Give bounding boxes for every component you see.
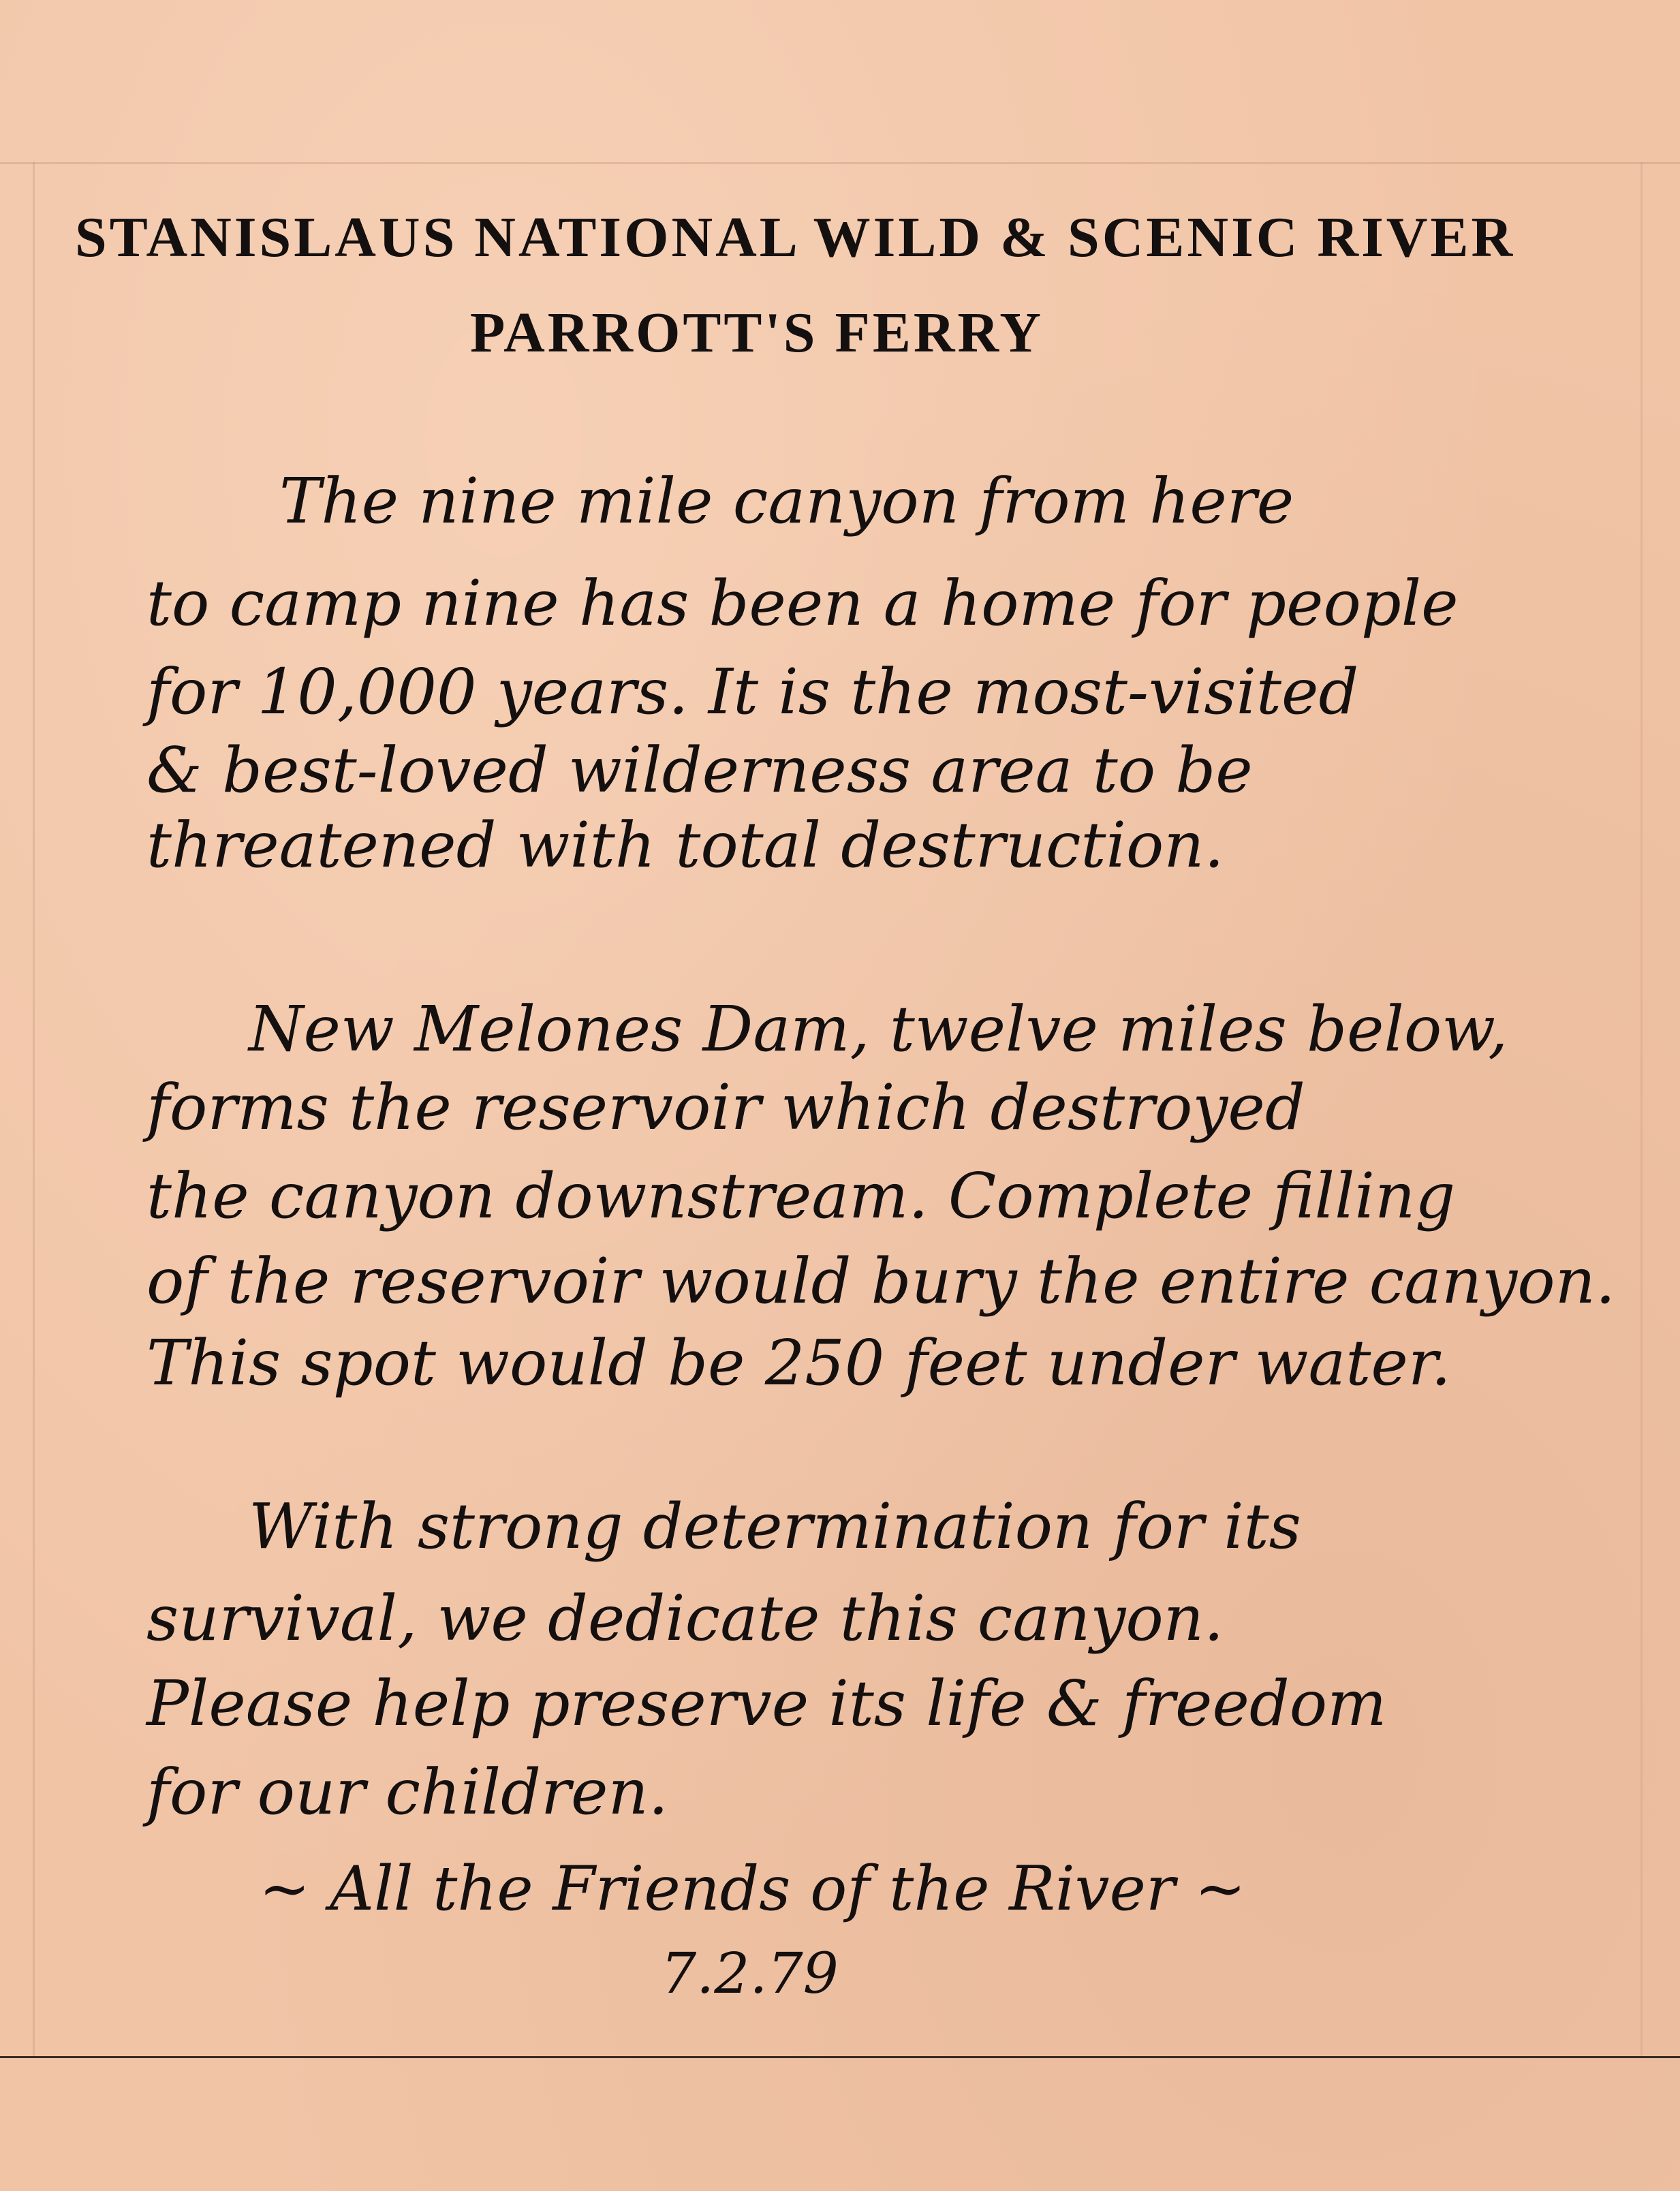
paragraph-3-line-1: With strong determination for its [249, 1490, 1301, 1563]
paragraph-2-line-3: the canyon downstream. Complete filling [146, 1160, 1456, 1232]
sheet-edge-right [1640, 162, 1643, 2056]
document-subtitle: PARROTT'S FERRY [470, 301, 1044, 364]
document-title: STANISLAUS NATIONAL WILD & SCENIC RIVER [75, 206, 1516, 269]
paragraph-2-line-1: New Melones Dam, twelve miles below, [249, 993, 1508, 1066]
date: 7.2.79 [661, 1942, 839, 2006]
paragraph-2-line-5: This spot would be 250 feet under water. [146, 1326, 1451, 1399]
paragraph-2-line-2: forms the reservoir which destroyed [146, 1071, 1305, 1144]
paragraph-1-line-3: for 10,000 years. It is the most-visited [146, 655, 1359, 728]
sheet-edge-top [0, 162, 1680, 164]
paragraph-1-line-1: The nine mile canyon from here [279, 465, 1294, 538]
paragraph-1-line-5: threatened with total destruction. [146, 809, 1224, 882]
paragraph-3-line-3: Please help preserve its life & freedom [146, 1667, 1387, 1740]
sheet-edge-left [33, 162, 35, 2056]
paragraph-3-line-4: for our children. [146, 1756, 668, 1829]
paragraph-1-line-4: & best-loved wilderness area to be [146, 734, 1253, 807]
bottom-rule [0, 2056, 1680, 2058]
paragraph-3-line-2: survival, we dedicate this canyon. [146, 1582, 1224, 1655]
signature: ~ All the Friends of the River ~ [259, 1853, 1246, 1925]
paragraph-2-line-4: of the reservoir would bury the entire canyon. [146, 1245, 1616, 1318]
paragraph-1-line-2: to camp nine has been a home for people [146, 567, 1459, 640]
